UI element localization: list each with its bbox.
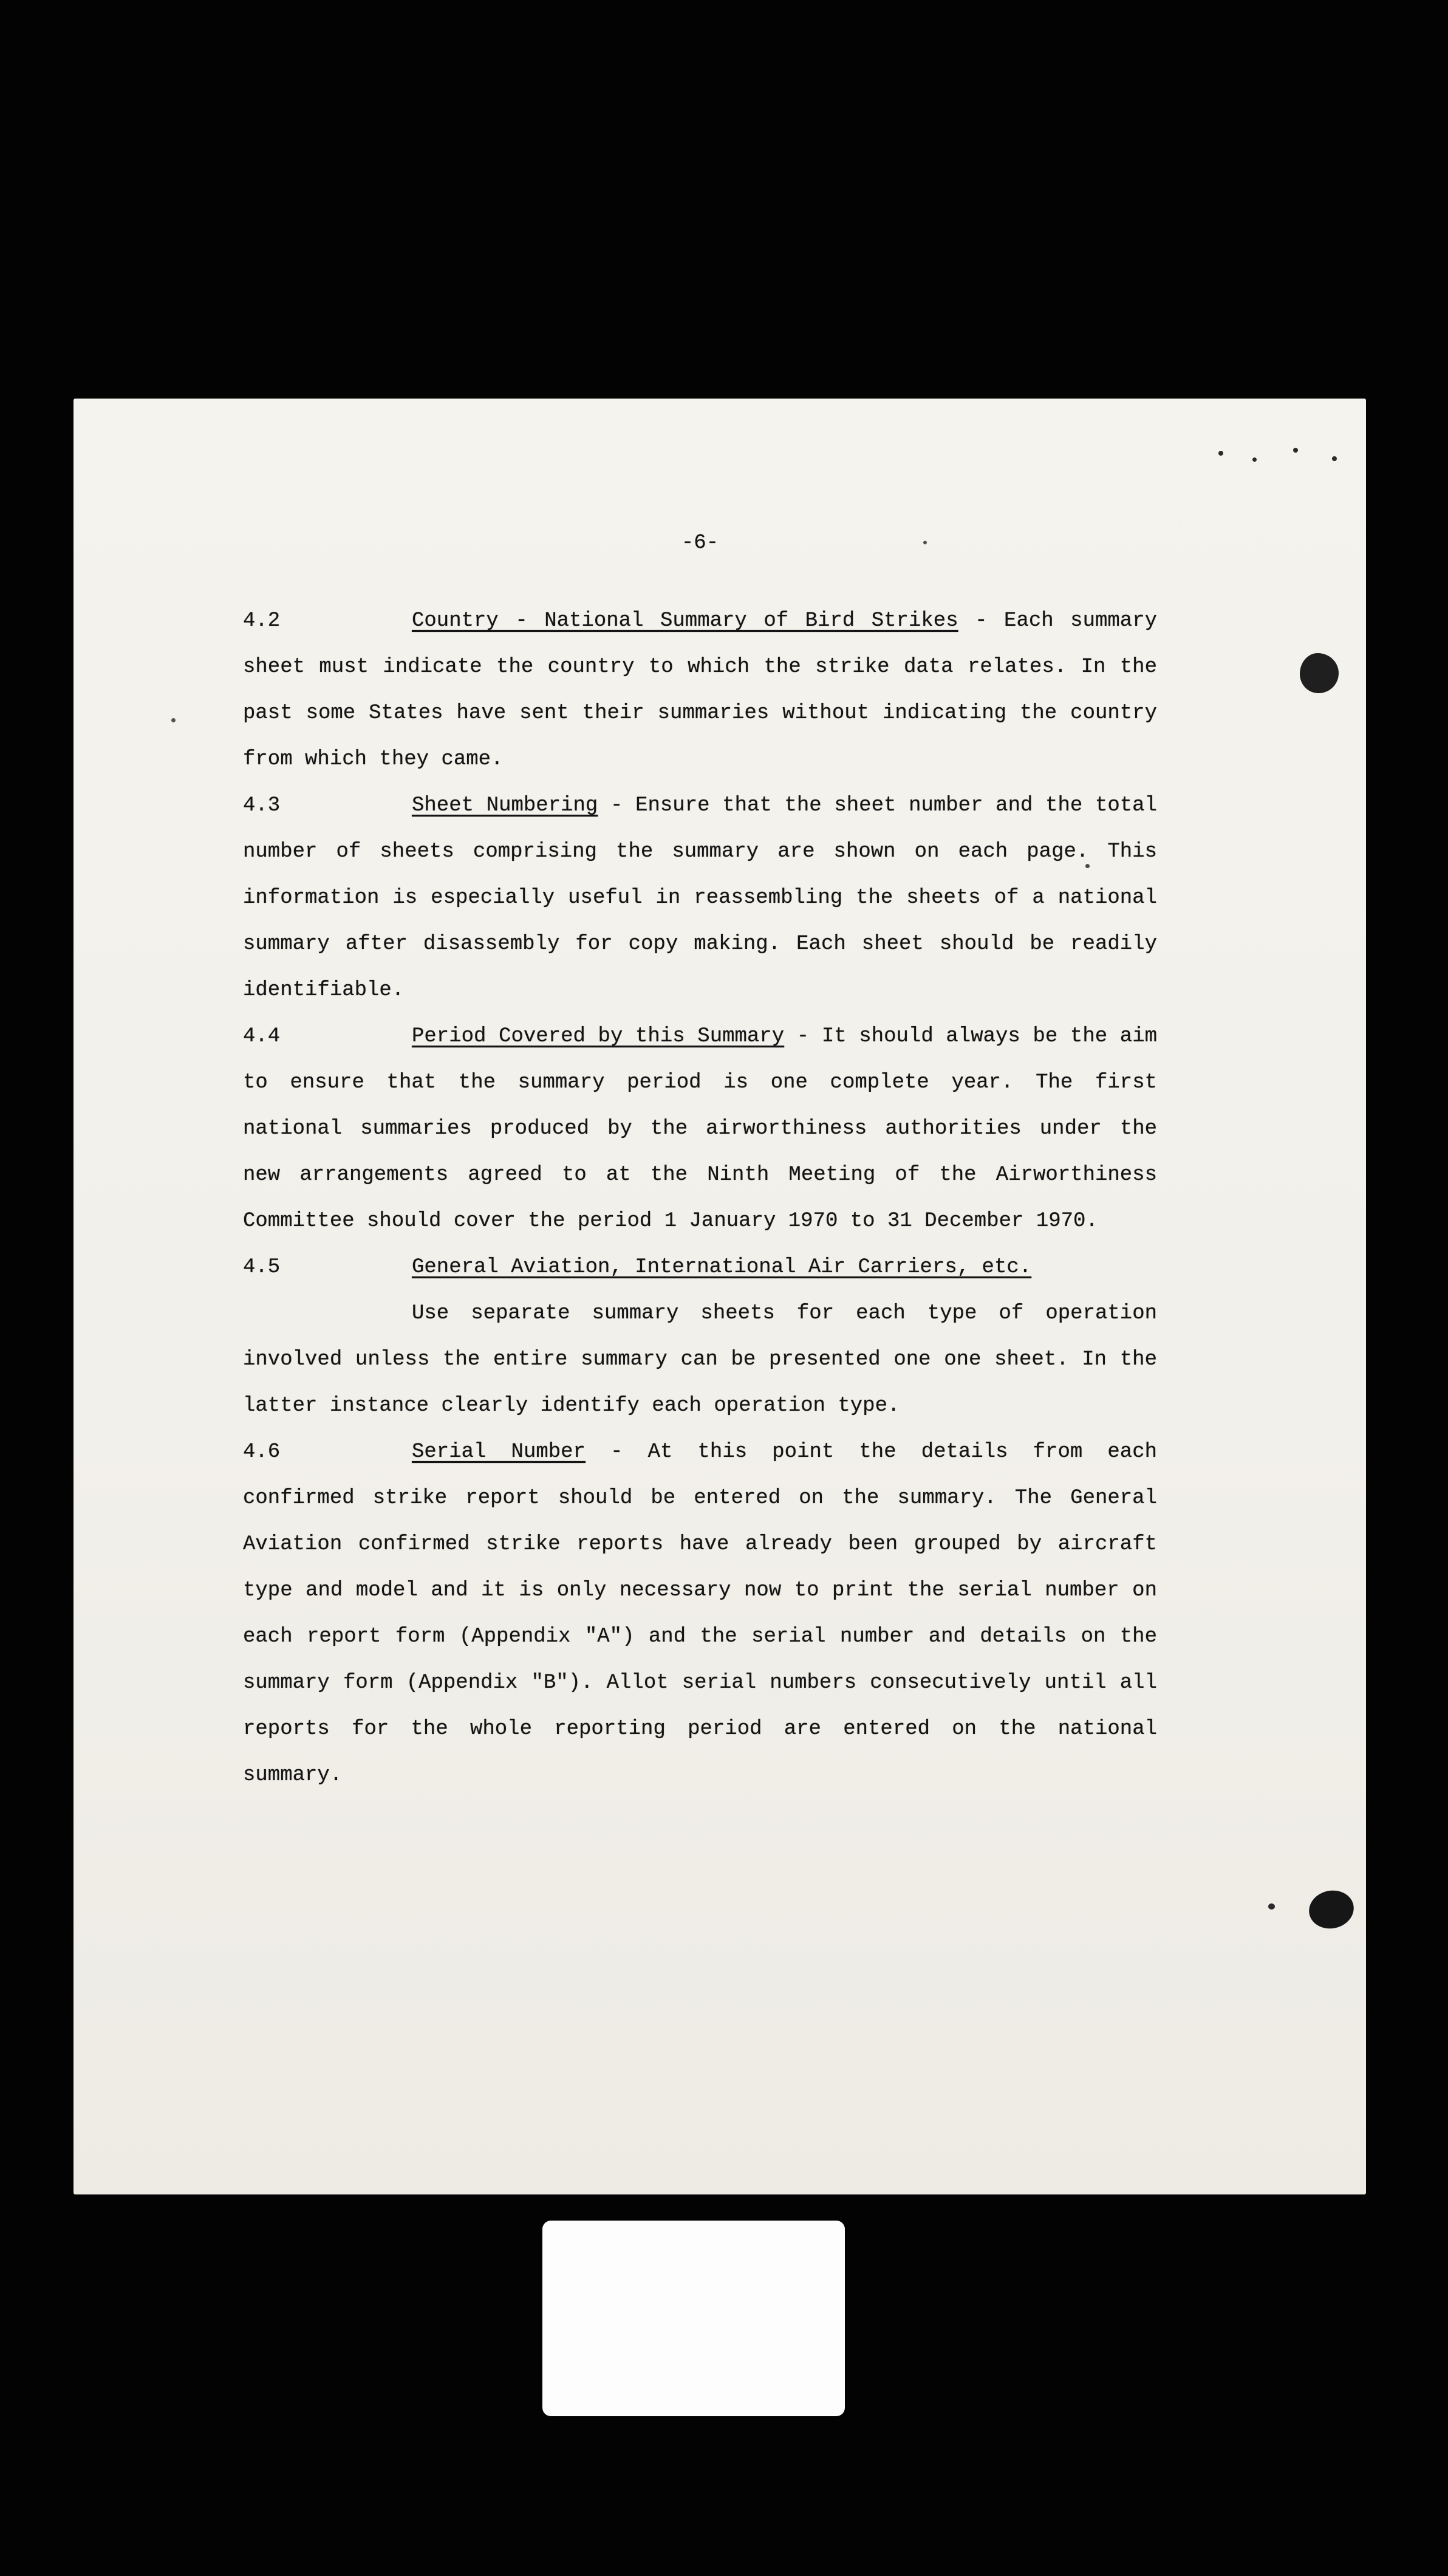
section-4-6 xyxy=(243,1429,1157,1798)
section-4-3 xyxy=(243,783,1157,1013)
scan-speck xyxy=(923,541,927,544)
page-text xyxy=(243,520,1157,1798)
section-heading: Period Covered by this Summary xyxy=(412,1025,785,1048)
section-separator: - xyxy=(958,609,1005,632)
section-number: 4.4 xyxy=(243,1025,281,1048)
section-separator: - xyxy=(598,794,636,817)
scan-speck xyxy=(171,718,176,722)
section-heading: Country - National Summary of Bird Strikes xyxy=(412,609,958,632)
section-heading: Serial Number xyxy=(412,1440,586,1464)
ink-blob-artifact xyxy=(1300,653,1339,693)
scan-speck xyxy=(1252,457,1257,462)
section-number: 4.6 xyxy=(243,1440,281,1464)
section-4-5 xyxy=(243,1244,1157,1429)
scan-speck xyxy=(1085,864,1090,868)
film-label-card xyxy=(542,2221,845,2416)
section-number: 4.3 xyxy=(243,794,281,817)
scan-speck xyxy=(1332,456,1337,461)
scan-speck xyxy=(1268,1903,1275,1910)
scan-speck xyxy=(1218,451,1223,456)
scanned-page xyxy=(73,399,1366,2194)
section-4-2 xyxy=(243,598,1157,783)
section-body: At this point the details from each confirmed strike report should be entered on the summary. The General Aviation confirmed strike reports have already been grouped by aircraft type and model and it is only necessary now to print the serial number on each report form (Appendix "A") and the serial number and details on the summary form (Appendix "B"). Allot serial numbers consecutively until all reports for the whole reporting period are entered on the national summary. xyxy=(243,1440,1157,1787)
section-body: Ensure that the sheet number and the total number of sheets comprising the summary are shown on each page. This information is especially useful in reassembling the sheets of a national summary after disassembly for copy making. Each sheet should be readily identifiable. xyxy=(243,794,1157,1002)
section-separator: - xyxy=(784,1025,822,1048)
section-4-4 xyxy=(243,1013,1157,1244)
page-number: -6- xyxy=(681,532,719,555)
section-body: It should always be the aim to ensure that the summary period is one complete year. The first national summaries produced by the airworthiness authorities under the new arrangements agreed to at the Ninth Meeting of the Airworthiness Committee should cover the period 1 January 1970 to 31 December 1970. xyxy=(243,1025,1157,1233)
section-heading: Sheet Numbering xyxy=(412,794,598,817)
section-number: 4.5 xyxy=(243,1256,281,1279)
section-body: Each summary sheet must indicate the country to which the strike data relates. In the past some States have sent their summaries without indicating the country from which they came. xyxy=(243,609,1157,771)
scan-speck xyxy=(1293,448,1298,453)
section-number: 4.2 xyxy=(243,609,281,632)
section-body: Use separate summary sheets for each type of operation involved unless the entire summary can be presented one one sheet. In the latter instance clearly identify each operation type. xyxy=(243,1302,1157,1417)
section-separator: - xyxy=(585,1440,648,1464)
section-heading: General Aviation, International Air Carriers, etc. xyxy=(412,1256,1032,1279)
